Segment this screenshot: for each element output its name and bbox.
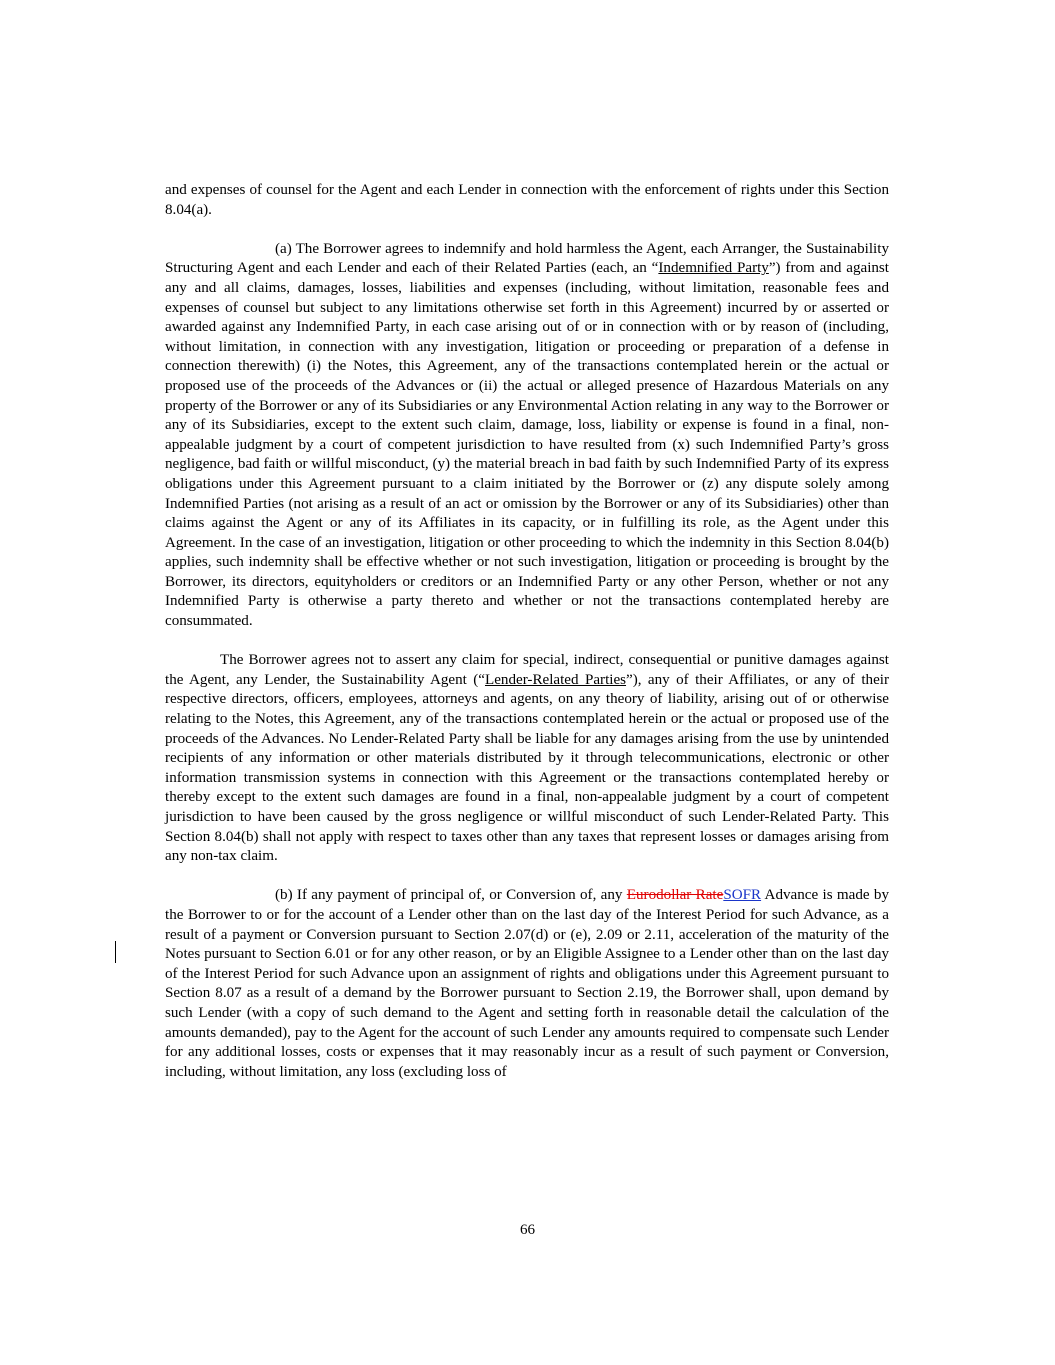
inserted-text: SOFR [723,887,762,904]
paragraph-rest: Advance is made by the Borrower to or for the account of a Lender other than on the last day of the Interest Period for such Advance, as a result of a payment or Conversion pursuant to Section 2.07(d) or (e), 2.09 or 2.11, acceleration of the maturity of the Notes pursuant to Section 6.01 or for any other reason, or by an Eligible Assignee to a Lender other than on the last day of the Interest Period for such Advance upon an assignment of rights and obligations under this Agreement pursuant to Section 8.07 as a result of a demand by the Borrower pursuant to Section 2.19, the Borrower shall, upon demand by such Lender (with a copy of such demand to the Agent and setting forth in reasonable detail the calculation of the amounts demanded), pay to the Agent for the account of such Lender any amounts required to compensate such Lender for any additional losses, costs or expenses that it may reasonably incur as a result of such payment or Conversion, including, without limitation, any loss (excluding loss of [165,887,889,1080]
change-bar [115,941,116,963]
defined-term-indemnified-party: Indemnified Party [658,260,769,277]
paragraph-rest: ”) from and against any and all claims, damages, losses, liabilities and expenses (including, without limitation, reasonable fees and expenses of counsel but subject to any limitations otherwise set forth in this Agreement) incurred by or asserted or awarded against any Indemnified Party, in each case arising out of or in connection with or by reason of (including, without limitation, in connection with any investigation, litigation or proceeding or preparation of a defense in connection therewith) (i) the Notes, this Agreement, any of the transactions contemplated herein or the actual or proposed use of the proceeds of the Advances or (ii) the actual or alleged presence of Hazardous Materials on any property of the Borrower or any of its Subsidiaries or any Environmental Action relating in any way to the Borrower or any of its Subsidiaries, except to the extent such claim, damage, loss, liability or expense is found in a final, non-appealable judgment by a court of competent jurisdiction to have resulted from (x) such Indemnified Party’s gross negligence, bad faith or willful misconduct, (y) the material breach in bad faith by such Indemnified Party of its express obligations under this Agreement pursuant to a claim initiated by the Borrower or (z) any dispute solely among Indemnified Parties (not arising as a result of an act or omission by the Borrower or any of its Subsidiaries) other than claims against the Agent or any of its Affiliates in its capacity, or in fulfilling its role, as the Agent under this Agreement. In the case of an investigation, litigation or other proceeding to which the indemnity in this Section 8.04(b) applies, such indemnity shall be effective whether or not such investigation, litigation or proceeding is brought by the Borrower, its directors, equityholders or creditors or an Indemnified Party or any other Person, whether or not any Indemnified Party is otherwise a party thereto and whether or not the transactions contemplated hereby are consummated. [165,260,890,630]
paragraph-lead: (a) The Borrower agrees to indemnify and hold harmless the Agent, each Arranger, the Sustainability Structuring Agent and each Lender and each of their Related Parties (each, an “ [165,240,889,277]
paragraph-continuation [165,181,889,220]
defined-term-lender-related-parties: Lender-Related Parties [484,671,627,688]
paragraph-waiver [165,651,889,867]
deleted-text: Eurodollar Rate [626,887,724,904]
document-page [165,181,889,1102]
paragraph-breakage [165,886,889,1082]
page-number: 66 [519,1222,536,1238]
paragraph-lead: (b) If any payment of principal of, or Conversion of, any [275,887,627,904]
paragraph-lead: The Borrower agrees not to assert any claim for special, indirect, consequential or punitive damages against the Agent, any Lender, the Sustainability Agent (“ [165,652,889,688]
paragraph-rest: ”), any of their Affiliates, or any of their respective directors, officers, employees, attorneys and agents, on any theory of liability, arising out of or otherwise relating to the Notes, this Agreement, any of the transactions contemplated herein or the actual or proposed use of the proceeds of the Advances. No Lender-Related Party shall be liable for any damages arising from the use by unintended recipients of any information or other materials distributed by it through telecommunications, electronic or other information transmission systems in connection with this Agreement or the transactions contemplated hereby or thereby except to the extent such damages are found in a final, non-appealable judgment by a court of competent jurisdiction to have been caused by the gross negligence or willful misconduct of such Lender-Related Party. This Section 8.04(b) shall not apply with respect to taxes other than any taxes that represent losses or damages arising from any non-tax claim. [165,671,889,865]
paragraph-indemnification [165,240,889,632]
paragraph-text: and expenses of counsel for the Agent and each Lender in connection with the enforcement of rights under this Section 8.04(a). [165,182,889,218]
